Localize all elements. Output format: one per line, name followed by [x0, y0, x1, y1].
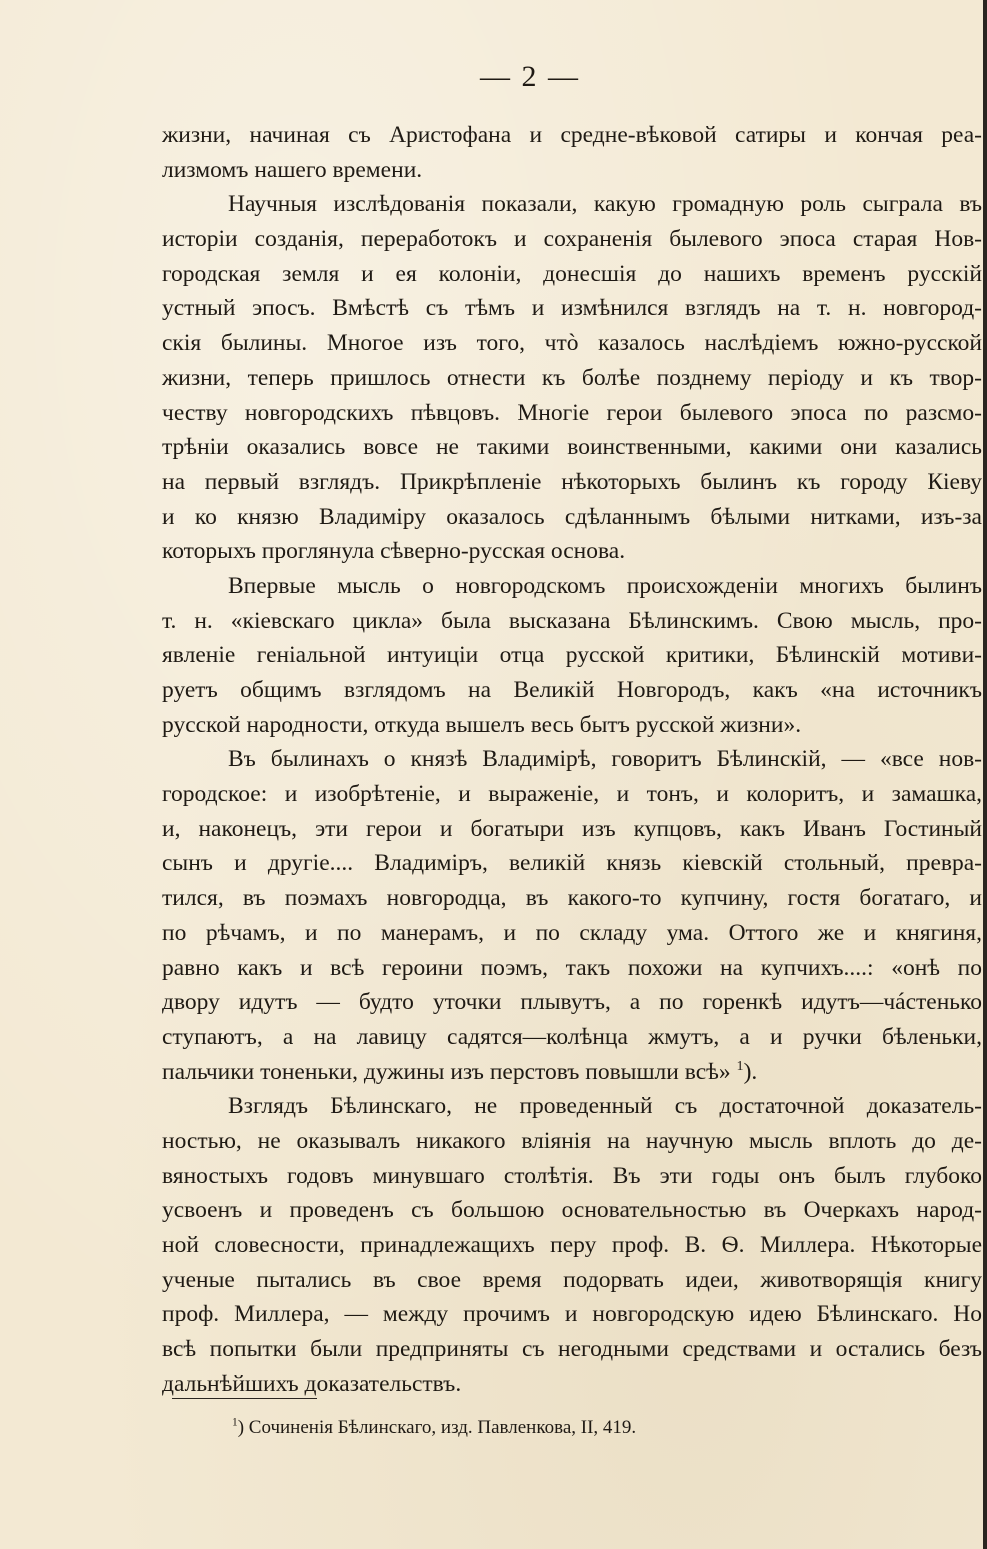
text-line: ной словесности, принадлежащихъ перу проф. В. Ѳ. Миллера. Нѣкоторые	[162, 1232, 982, 1258]
text-line: жизни, начиная съ Аристофана и средне-вѣковой сатиры и кончая реа-	[162, 122, 982, 148]
text-line: скія былины. Многое изъ того, чтò казалось наслѣдіемъ южно-русской	[162, 330, 982, 357]
text-line: проф. Миллера, — между прочимъ и новгородскую идею Бѣлинскаго. Но	[162, 1301, 982, 1328]
text-line: Впервые мысль о новгородскомъ происхожденіи многихъ былинъ	[228, 572, 982, 599]
page-edge	[983, 0, 987, 1549]
text-line: городская земля и ея колоніи, донесшія до нашихъ временъ русскій	[162, 260, 982, 287]
footnote-divider	[172, 1398, 317, 1399]
footnote	[232, 1417, 636, 1439]
text-line: вяностыхъ годовъ минувшаго столѣтія. Въ эти годы онъ былъ глубоко	[162, 1162, 982, 1189]
text-line: ступаютъ, а на лавицу садятся—колѣнца жмутъ, а и ручки бѣленьки,	[162, 1023, 982, 1050]
text-line: городское: и изобрѣтеніе, и выраженіе, и тонъ, и колоритъ, и замашка,	[162, 781, 982, 808]
text-line: которыхъ проглянула сѣверно-русская основа.	[162, 538, 626, 565]
text-line: тился, въ поэмахъ новгородца, въ какого-то купчину, гостя богатаго, и	[162, 885, 982, 912]
text-line: т. н. «кіевскаго цикла» была высказана Бѣлинскимъ. Свою мысль, про-	[162, 607, 982, 634]
text-line: и, наконецъ, эти герои и богатыри изъ купцовъ, какъ Иванъ Гостиный	[162, 815, 982, 842]
text-line: трѣніи оказались вовсе не такими воинственными, какими они казались	[162, 434, 982, 461]
footnote-marker: 1	[232, 1416, 238, 1429]
text-line: и ко князю Владиміру оказалось сдѣланнымъ бѣлыми нитками, изъ-за	[162, 503, 982, 530]
footnote-reference: 1	[736, 1057, 744, 1074]
main-text	[162, 118, 982, 1401]
text-line: исторіи созданія, переработокъ и сохраненія былевого эпоса старая Нов-	[162, 226, 982, 253]
text-line: ученые пытались въ свое время подорвать идеи, животворящія книгу	[162, 1266, 982, 1293]
page-number: — 2 —	[480, 60, 580, 93]
text-line: на первый взглядъ. Прикрѣпленіе нѣкоторыхъ былинъ къ городу Кіеву	[162, 468, 982, 495]
text-line: русской народности, откуда вышелъ весь бытъ русской жизни».	[162, 711, 802, 738]
text-line: всѣ попытки были предприняты съ негодными средствами и остались безъ	[162, 1336, 982, 1363]
text-line: дальнѣйшихъ доказательствъ.	[162, 1370, 462, 1397]
text-line: Въ былинахъ о князѣ Владимірѣ, говоритъ Бѣлинскій, — «все нов-	[228, 746, 982, 773]
text-line: двору идутъ — будто уточки плывутъ, а по горенкѣ идутъ—чáстенько	[162, 989, 982, 1016]
text-line: руетъ общимъ взглядомъ на Великій Новгородъ, какъ «на источникъ	[162, 677, 982, 703]
text-line-with-footnote-ref	[162, 1055, 982, 1090]
text-line: по рѣчамъ, и по манерамъ, и по складу ума. Оттого же и княгиня,	[162, 919, 982, 946]
text-line-content: пальчики тоненьки, дужины изъ перстовъ повышли всѣ»	[162, 1058, 731, 1085]
text-line: устный эпосъ. Вмѣстѣ съ тѣмъ и измѣнился взглядъ на т. н. новгород-	[162, 295, 982, 322]
text-line: явленіе геніальной интуиціи отца русской критики, Бѣлинскій мотиви-	[162, 642, 982, 669]
text-line: усвоенъ и проведенъ съ большою основательностью въ Очеркахъ народ-	[162, 1197, 982, 1224]
text-line: честву новгородскихъ пѣвцовъ. Многіе герои былевого эпоса по разсмо-	[162, 399, 982, 426]
text-line: ностью, не оказывалъ никакого вліянія на научную мысль вплоть до де-	[162, 1127, 982, 1154]
text-line: сынъ и другіе.... Владиміръ, великій князь кіевскій стольный, превра-	[162, 850, 982, 877]
text-line: равно какъ и всѣ героини поэмъ, такъ похожи на купчихъ....: «онѣ по	[162, 954, 982, 981]
text-line: Научныя изслѣдованія показали, какую громадную роль сыграла въ	[228, 191, 982, 218]
text-line: Взглядъ Бѣлинскаго, не проведенный съ достаточной доказатель-	[228, 1093, 982, 1120]
footnote-reference-close: ).	[743, 1058, 758, 1085]
text-line: лизмомъ нашего времени.	[162, 156, 423, 183]
footnote-text: ) Сочиненія Бѣлинскаго, изд. Павленкова, II, 419.	[237, 1417, 637, 1438]
text-line: жизни, теперь пришлось отнести къ болѣе позднему періоду и къ твор-	[162, 364, 982, 391]
